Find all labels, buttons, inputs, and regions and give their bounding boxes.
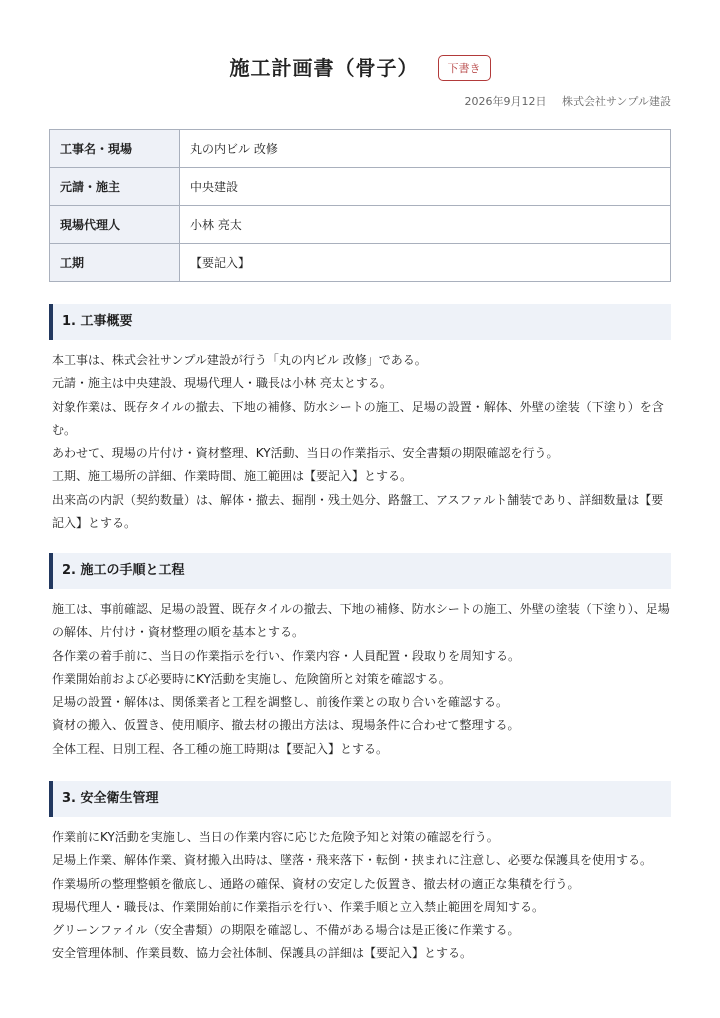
paragraph: 作業開始前および必要時にKY活動を実施し、危険箇所と対策を確認する。 [52, 671, 451, 686]
table-row [50, 130, 671, 168]
info-label: 工期 [50, 244, 180, 282]
info-label: 元請・施主 [50, 168, 180, 206]
document-date: 2026年9月12日 [464, 95, 547, 108]
paragraph: 各作業の着手前に、当日の作業指示を行い、作業内容・人員配置・段取りを周知する。 [52, 648, 521, 663]
info-label: 工事名・現場 [50, 130, 180, 168]
info-label: 現場代理人 [50, 206, 180, 244]
draft-badge: 下書き [438, 55, 491, 81]
info-value: 小林 亮太 [180, 206, 671, 244]
section-heading: 3. 安全衛生管理 [49, 781, 671, 817]
title-row [0, 52, 720, 86]
paragraph: 現場代理人・職長は、作業開始前に作業指示を行い、作業手順と立入禁止範囲を周知する。 [52, 899, 545, 914]
paragraph: 安全管理体制、作業員数、協力会社体制、保護具の詳細は【要記入】とする。 [52, 946, 473, 961]
paragraph: 施工は、事前確認、足場の設置、既存タイルの撤去、下地の補修、防水シートの施工、外壁の塗装（下塗り）、足場の解体、片付け・資材整理の順を基本とする。 [52, 602, 670, 640]
info-table [49, 129, 671, 282]
info-value: 丸の内ビル 改修 [180, 130, 671, 168]
section-body [49, 349, 671, 535]
paragraph: 作業場所の整理整頓を徹底し、通路の確保、資材の安定した仮置き、撤去材の適正な集積を行う。 [52, 876, 580, 891]
paragraph: 作業前にKY活動を実施し、当日の作業内容に応じた危険予知と対策の確認を行う。 [52, 830, 499, 844]
table-row [50, 244, 671, 282]
paragraph: 本工事は、株式会社サンプル建設が行う「丸の内ビル 改修」である。 [52, 353, 427, 367]
section-body [49, 598, 671, 761]
section-safety [49, 781, 671, 966]
section-overview [49, 304, 671, 535]
company-name: 株式会社サンプル建設 [561, 95, 671, 108]
paragraph: 足場上作業、解体作業、資材搬入出時は、墜落・飛来落下・転倒・挟まれに注意し、必要な保護具を使用する。 [52, 853, 653, 868]
info-value: 中央建設 [180, 168, 671, 206]
section-heading: 1. 工事概要 [49, 304, 671, 340]
section-heading: 2. 施工の手順と工程 [49, 553, 671, 589]
paragraph: 工期、施工場所の詳細、作業時間、施工範囲は【要記入】とする。 [52, 469, 413, 484]
page-title: 施工計画書（骨子） [229, 56, 419, 80]
info-value: 【要記入】 [180, 244, 671, 282]
paragraph: 対象作業は、既存タイルの撤去、下地の補修、防水シートの施工、足場の設置・解体、外壁の塗装（下塗り）を含む。 [52, 399, 664, 437]
paragraph: 出来高の内訳（契約数量）は、解体・撤去、掘削・残土処分、路盤工、アスファルト舗装であり、詳細数量は【要記入】とする。 [52, 492, 664, 531]
paragraph: あわせて、現場の片付け・資材整理、KY活動、当日の作業指示、安全書類の期限確認を行う。 [52, 446, 559, 461]
section-procedure [49, 553, 671, 761]
paragraph: 元請・施主は中央建設、現場代理人・職長は小林 亮太とする。 [52, 376, 392, 391]
paragraph: グリーンファイル（安全書類）の期限を確認し、不備がある場合は是正後に作業する。 [52, 923, 520, 938]
paragraph: 足場の設置・解体は、関係業者と工程を調整し、前後作業との取り合いを確認する。 [52, 695, 509, 710]
paragraph: 資材の搬入、仮置き、使用順序、撤去材の搬出方法は、現場条件に合わせて整理する。 [52, 718, 520, 733]
document-meta [464, 93, 671, 109]
table-row [50, 168, 671, 206]
paragraph: 全体工程、日別工程、各工種の施工時期は【要記入】とする。 [52, 741, 389, 756]
table-row [50, 206, 671, 244]
section-body [49, 826, 671, 966]
